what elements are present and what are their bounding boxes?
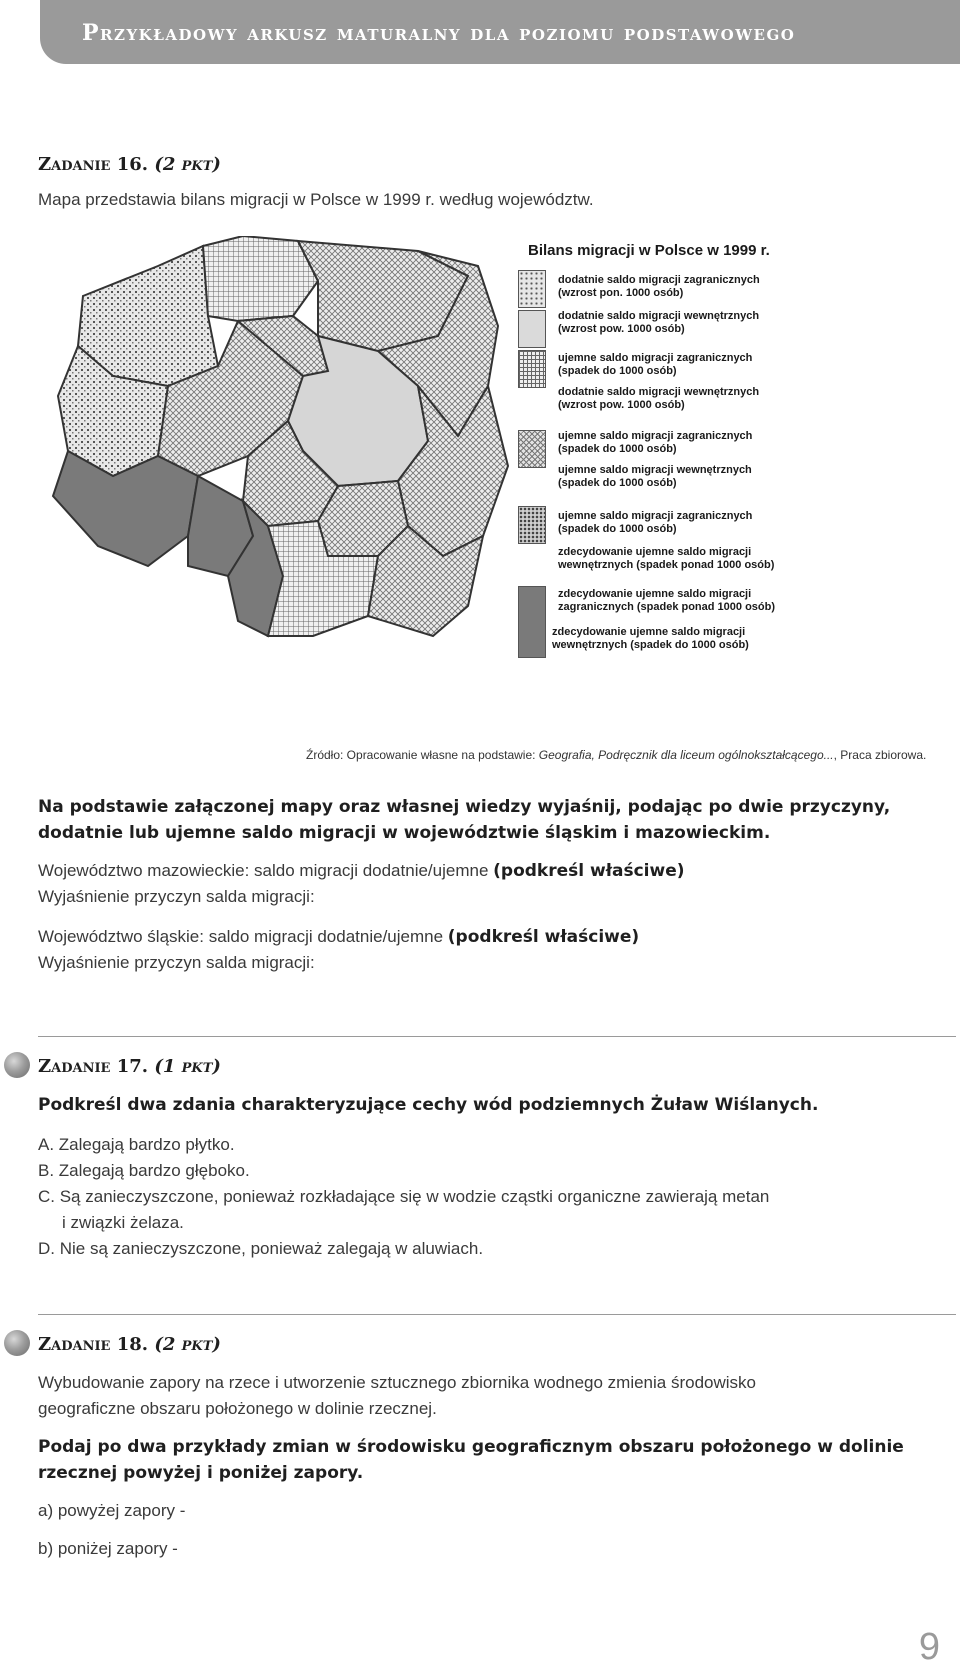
- task18-divider: [38, 1314, 956, 1315]
- task16-points: (2 pkt): [154, 154, 221, 175]
- migration-map-figure: [38, 236, 918, 706]
- legend-swatch-5: [518, 506, 546, 544]
- task18-title: Zadanie 18. (2 pkt): [38, 1334, 221, 1355]
- task17-option-a: A. Zalegają bardzo płytko.: [38, 1135, 235, 1154]
- task16-slaskie-line: Województwo śląskie: saldo migracji dodatnie/ujemne (podkreśl właściwe): [38, 927, 640, 947]
- header-bar: [40, 0, 960, 64]
- legend-item-7: ujemne saldo migracji zagranicznych (spadek do 1000 osób): [558, 510, 753, 535]
- task16-intro: Mapa przedstawia bilans migracji w Polsce w 1999 r. według województw.: [38, 190, 594, 209]
- task18-answer-b: b) poniżej zapory -: [38, 1539, 178, 1558]
- task18-instruction-line1: Podaj po dwa przykłady zmian w środowisku geograficznym obszaru położonego w dolinie: [38, 1437, 904, 1457]
- legend-item-6: ujemne saldo migracji wewnętrznych (spadek do 1000 osób): [558, 464, 752, 489]
- legend-item-1: dodatnie saldo migracji zagranicznych (wzrost pon. 1000 osób): [558, 274, 760, 299]
- task18-intro-line1: Wybudowanie zapory na rzece i utworzenie sztucznego zbiornika wodnego zmienia środowisko: [38, 1373, 757, 1392]
- task16-number: Zadanie 16.: [38, 154, 149, 175]
- task17-option-b: B. Zalegają bardzo głęboko.: [38, 1161, 250, 1180]
- legend-item-2: dodatnie saldo migracji wewnętrznych (wzrost pow. 1000 osób): [558, 310, 760, 335]
- task17-bullet: [4, 1052, 30, 1078]
- task16-instruction-line1: Na podstawie załączonej mapy oraz własnej wiedzy wyjaśnij, podając po dwie przyczyny,: [38, 797, 891, 817]
- legend-swatch-3: [518, 350, 546, 388]
- legend-item-9: zdecydowanie ujemne saldo migracji zagranicznych (spadek ponad 1000 osób): [558, 588, 776, 613]
- legend-item-3: ujemne saldo migracji zagranicznych (spadek do 1000 osób): [558, 352, 753, 377]
- map-source: Źródło: Opracowanie własne na podstawie: Geografia, Podręcznik dla liceum ogólnokształcącego..., Praca zbiorowa.: [306, 748, 927, 762]
- legend-swatch-1: [518, 270, 546, 308]
- task18-answer-a: a) powyżej zapory -: [38, 1501, 186, 1520]
- task17-option-c-line1: C. Są zanieczyszczone, ponieważ rozkładające się w wodzie cząstki organiczne zawierają metan: [38, 1187, 770, 1206]
- task17-title: Zadanie 17. (1 pkt): [38, 1056, 221, 1077]
- task18-instruction-line2: rzecznej powyżej i poniżej zapory.: [38, 1463, 364, 1483]
- task17-divider: [38, 1036, 956, 1037]
- legend-swatch-2: [518, 310, 546, 348]
- task16-mazowieckie-explanation: Wyjaśnienie przyczyn salda migracji:: [38, 887, 315, 906]
- task17-option-c-line2: i związki żelaza.: [62, 1213, 184, 1232]
- task17-option-d: D. Nie są zanieczyszczone, ponieważ zalegają w aluwiach.: [38, 1239, 484, 1258]
- map-legend-title: Bilans migracji w Polsce w 1999 r.: [528, 242, 770, 259]
- poland-map: [38, 236, 918, 706]
- task18-intro-line2: geograficzne obszaru położonego w dolinie rzecznej.: [38, 1399, 437, 1418]
- page-number: 9: [918, 1626, 940, 1668]
- task18-bullet: [4, 1330, 30, 1356]
- legend-swatch-4: [518, 430, 546, 468]
- legend-item-8: zdecydowanie ujemne saldo migracji wewnętrznych (spadek ponad 1000 osób): [558, 546, 775, 571]
- task16-title: [38, 154, 221, 175]
- task16-slaskie-explanation: Wyjaśnienie przyczyn salda migracji:: [38, 953, 315, 972]
- legend-item-10: zdecydowanie ujemne saldo migracji wewnętrznych (spadek do 1000 osób): [552, 626, 749, 651]
- task16-mazowieckie-line: Województwo mazowieckie: saldo migracji dodatnie/ujemne (podkreśl właściwe): [38, 861, 685, 881]
- legend-item-4: dodatnie saldo migracji wewnętrznych (wzrost pow. 1000 osób): [558, 386, 760, 411]
- legend-item-5: ujemne saldo migracji zagranicznych (spadek do 1000 osób): [558, 430, 753, 455]
- region-pomorskie: [203, 236, 318, 321]
- legend-swatch-6: [518, 586, 546, 658]
- task16-instruction-line2: dodatnie lub ujemne saldo migracji w województwie śląskim i mazowieckim.: [38, 823, 771, 843]
- header-title: Przykładowy arkusz maturalny dla poziomu podstawowego: [82, 20, 796, 46]
- task17-instruction: Podkreśl dwa zdania charakteryzujące cechy wód podziemnych Żuław Wiślanych.: [38, 1095, 819, 1115]
